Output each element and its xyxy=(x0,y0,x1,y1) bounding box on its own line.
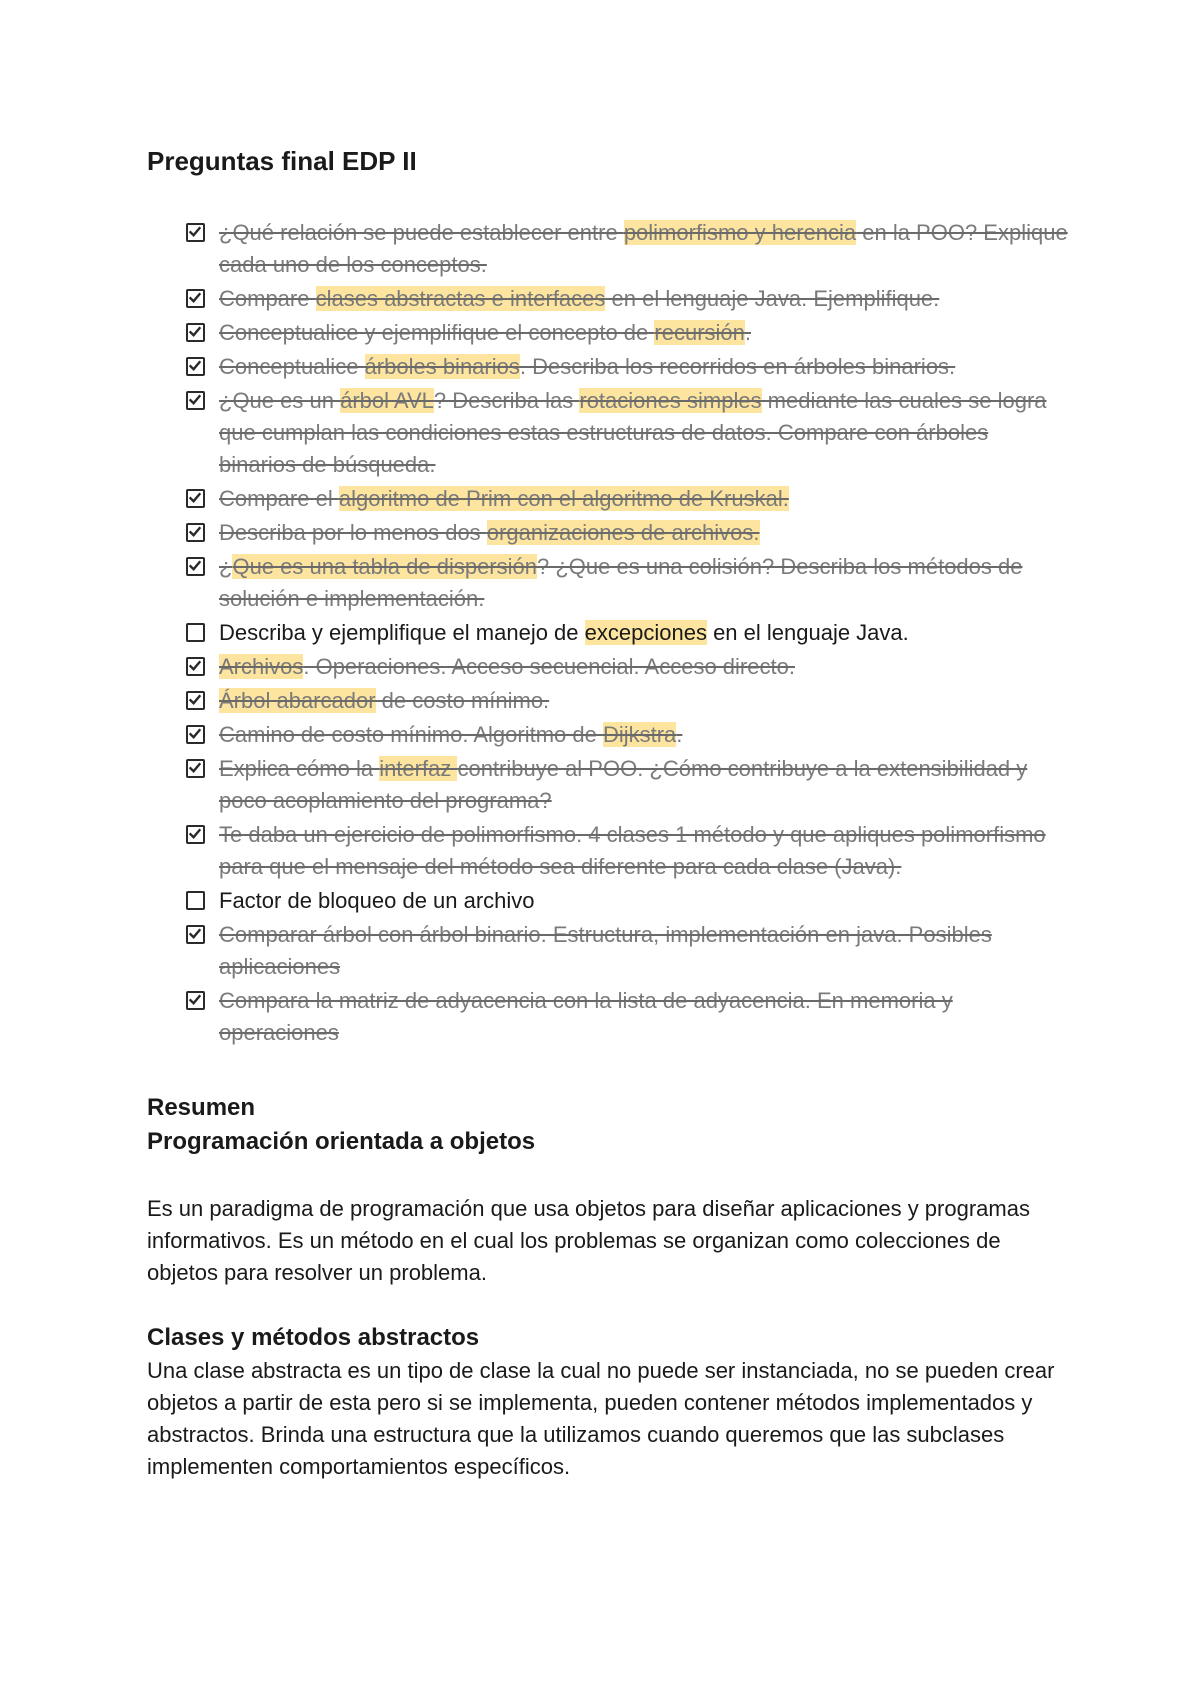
item-text-segment: Camino de costo mínimo. Algoritmo de xyxy=(219,722,603,747)
checkmark-icon xyxy=(188,491,202,505)
summary-subheading: Programación orientada a objetos xyxy=(147,1128,536,1155)
item-text-segment: Conceptualice y ejemplifique el concepto de xyxy=(219,320,655,345)
checklist-item-text xyxy=(219,722,682,747)
item-text-segment: . xyxy=(676,722,683,747)
highlighted-text: Dijkstra xyxy=(602,722,677,747)
checked-checkbox[interactable] xyxy=(186,657,205,676)
section-text: Una clase abstracta es un tipo de clase la cual no puede ser instanciada, no se pueden crear objetos a partir de esta pero si se implementa, pueden contener métodos implementados y abstractos. Brinda una estructura que la utilizamos cuando queremos que las subclases implementen comportamientos específicos. xyxy=(147,1358,1055,1479)
checklist-item xyxy=(186,317,1069,349)
checkmark-icon xyxy=(188,693,202,707)
highlighted-text: árbol AVL xyxy=(340,388,434,413)
item-text-segment: ¿Que es un xyxy=(219,388,341,413)
summary-section xyxy=(147,1091,1060,1483)
item-text-segment: . Describa los recorridos en árboles binarios. xyxy=(519,354,956,379)
checked-checkbox[interactable] xyxy=(186,825,205,844)
highlighted-text: clases abstractas e interfaces xyxy=(315,286,606,311)
highlighted-text: Que es una tabla de dispersión xyxy=(232,554,537,579)
highlighted-text: interfaz xyxy=(379,756,458,781)
unchecked-checkbox[interactable] xyxy=(186,623,205,642)
item-text-segment: ¿Qué relación se puede establecer entre xyxy=(219,220,624,245)
summary-intro: Es un paradigma de programación que usa objetos para diseñar aplicaciones y programas informativos. Es un método en el cual los problemas se organizan como colecciones de objetos para resolver un problema. xyxy=(147,1196,1030,1285)
checked-checkbox[interactable] xyxy=(186,289,205,308)
checklist-item xyxy=(186,617,1069,649)
item-text-segment: de costo mínimo. xyxy=(375,688,550,713)
checklist-item-text xyxy=(219,620,909,645)
checklist-item-text xyxy=(219,220,1068,277)
checkmark-icon xyxy=(188,525,202,539)
checked-checkbox[interactable] xyxy=(186,691,205,710)
item-text-segment: en la POO? Explique cada uno de los conceptos. xyxy=(219,220,1068,277)
section-title: Clases y métodos abstractos xyxy=(147,1324,480,1351)
item-text-segment: ? ¿Que es una colisión? Describa los métodos de solución e implementación. xyxy=(219,554,1023,611)
item-text-segment: Comparar árbol con árbol binario. Estructura, implementación en java. Posibles aplicaciones xyxy=(219,922,992,979)
checklist-item xyxy=(186,919,1069,983)
item-text-segment: Factor de bloqueo de un archivo xyxy=(219,888,535,913)
checklist-item xyxy=(186,719,1069,751)
checklist-item xyxy=(186,819,1069,883)
checklist-item-text xyxy=(219,486,789,511)
checked-checkbox[interactable] xyxy=(186,725,205,744)
checked-checkbox[interactable] xyxy=(186,523,205,542)
item-text-segment: Conceptualice xyxy=(219,354,365,379)
summary-heading: Resumen xyxy=(147,1094,256,1121)
item-text-segment: Describa y ejemplifique el manejo de xyxy=(219,620,585,645)
checklist-item xyxy=(186,517,1069,549)
checked-checkbox[interactable] xyxy=(186,223,205,242)
checklist-item-text xyxy=(219,922,992,979)
checklist-item-text xyxy=(219,888,535,913)
checkmark-icon xyxy=(188,291,202,305)
highlighted-text: Árbol abarcador xyxy=(219,688,376,713)
checklist-item-text xyxy=(219,654,795,679)
checklist-item xyxy=(186,217,1069,281)
checklist-item-text xyxy=(219,388,1047,477)
checked-checkbox[interactable] xyxy=(186,323,205,342)
item-text-segment: en el lenguaje Java. xyxy=(706,620,909,645)
checkmark-icon xyxy=(188,993,202,1007)
item-text-segment: Compare xyxy=(219,286,316,311)
checked-checkbox[interactable] xyxy=(186,925,205,944)
highlighted-text: rotaciones simples xyxy=(579,388,762,413)
checklist-item-text xyxy=(219,756,1027,813)
checkmark-icon xyxy=(188,559,202,573)
highlighted-text: recursión xyxy=(654,320,745,345)
checkmark-icon xyxy=(188,325,202,339)
item-text-segment: mediante las cuales se logra que cumplan las condiciones estas estructuras de datos. Compare con árboles binarios de búsqueda. xyxy=(219,388,1047,477)
checklist-item-text xyxy=(219,286,939,311)
item-text-segment: ? Describa las xyxy=(433,388,580,413)
checkmark-icon xyxy=(188,225,202,239)
highlighted-text: polimorfismo y herencia xyxy=(623,220,857,245)
item-text-segment: . xyxy=(744,320,751,345)
page-title: Preguntas final EDP II xyxy=(147,146,417,176)
highlighted-text: excepciones xyxy=(584,620,707,645)
unchecked-checkbox[interactable] xyxy=(186,891,205,910)
checklist-item-text xyxy=(219,320,751,345)
item-text-segment: . Operaciones. Acceso secuencial. Acceso directo. xyxy=(303,654,795,679)
checklist-item xyxy=(186,985,1069,1049)
checklist-item xyxy=(186,483,1069,515)
checkmark-icon xyxy=(188,827,202,841)
checkmark-icon xyxy=(188,727,202,741)
checkmark-icon xyxy=(188,927,202,941)
checklist-item-text xyxy=(219,520,760,545)
item-text-segment: Explica cómo la xyxy=(219,756,380,781)
item-text-segment: contribuye al POO. ¿Cómo contribuye a la extensibilidad y poco acoplamiento del programa? xyxy=(219,756,1028,813)
checklist-item-text xyxy=(219,354,955,379)
checked-checkbox[interactable] xyxy=(186,489,205,508)
checklist-item xyxy=(186,283,1069,315)
checkmark-icon xyxy=(188,659,202,673)
checklist-item xyxy=(186,385,1069,481)
item-text-segment: ¿ xyxy=(219,554,233,579)
checklist-item xyxy=(186,351,1069,383)
checklist-item xyxy=(186,551,1069,615)
highlighted-text: Archivos xyxy=(219,654,304,679)
checklist-item-text xyxy=(219,822,1046,879)
item-text-segment: Compara la matriz de adyacencia con la lista de adyacencia. En memoria y operaciones xyxy=(219,988,953,1045)
highlighted-text: organizaciones de archivos. xyxy=(486,520,760,545)
highlighted-text: árboles binarios xyxy=(364,354,520,379)
item-text-segment: Describa por lo menos dos xyxy=(219,520,487,545)
checklist-item xyxy=(186,885,1069,917)
checklist-item xyxy=(186,753,1069,817)
checked-checkbox[interactable] xyxy=(186,357,205,376)
checklist-item-text xyxy=(219,688,549,713)
item-text-segment: en el lenguaje Java. Ejemplifique. xyxy=(605,286,940,311)
checklist-item-text xyxy=(219,554,1022,611)
checked-checkbox[interactable] xyxy=(186,391,205,410)
item-text-segment: Te daba un ejercicio de polimorfismo. 4 clases 1 método y que apliques polimorfismo para que el mensaje del método sea diferente para cada clase (Java). xyxy=(219,822,1046,879)
checked-checkbox[interactable] xyxy=(186,557,205,576)
checked-checkbox[interactable] xyxy=(186,759,205,778)
item-text-segment: Compare el xyxy=(219,486,339,511)
checked-checkbox[interactable] xyxy=(186,991,205,1010)
checklist-item-text xyxy=(219,988,953,1045)
checklist-item xyxy=(186,685,1069,717)
question-checklist xyxy=(147,217,1068,1049)
checkmark-icon xyxy=(188,393,202,407)
checkmark-icon xyxy=(188,761,202,775)
checkmark-icon xyxy=(188,359,202,373)
checklist-item xyxy=(186,651,1069,683)
highlighted-text: algoritmo de Prim con el algoritmo de Kruskal. xyxy=(338,486,789,511)
